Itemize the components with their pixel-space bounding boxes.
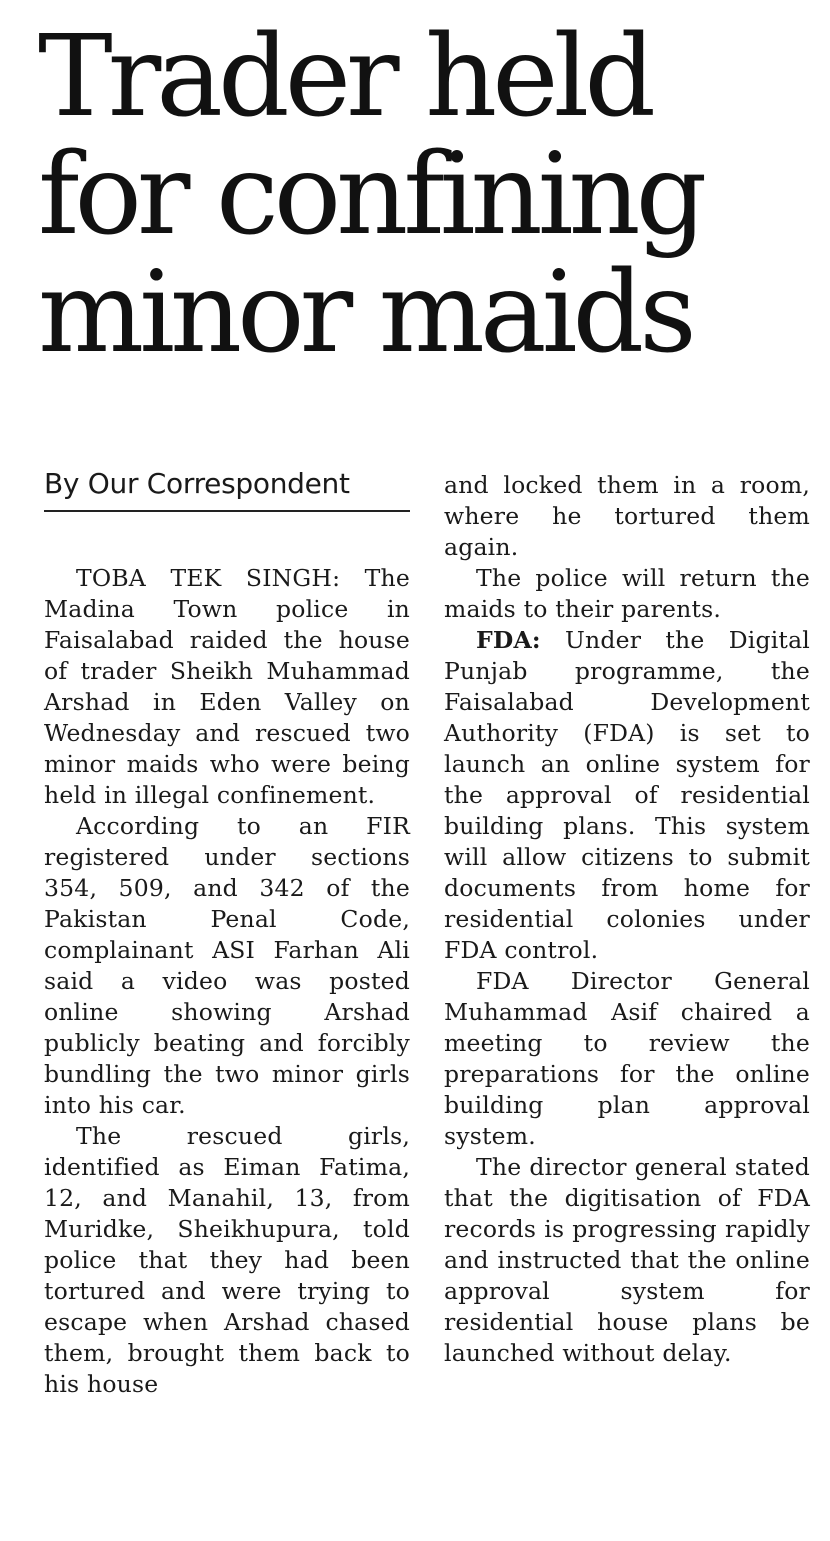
article-paragraph-7: The director general stated that the digitisation of FDA records is progressing rapidly and instructed that the online approval system for residential house plans be launched without delay. [444, 1153, 810, 1367]
byline: By Our Correspondent [44, 467, 350, 500]
article-paragraph-1: TOBA TEK SINGH: The Madina Town police in Faisalabad raided the house of trader Sheikh Muhammad Arshad in Eden Valley on Wednesday and rescued two minor maids who were being held in illegal confinement. [44, 564, 410, 809]
article-paragraph-5-text: Under the Digital Punjab programme, the Faisalabad Development Authority (FDA) is set to launch an online system for the approval of residential building plans. This system will allow citizens to submit documents from home for residential colonies under FDA control. [444, 626, 810, 964]
headline-line-3: minor maids [38, 248, 692, 378]
article-paragraph-6: FDA Director General Muhammad Asif chaired a meeting to review the preparations for the online building plan approval system. [444, 967, 810, 1150]
headline-line-1: Trader held [38, 12, 652, 142]
article-paragraph-3-continued: and locked them in a room, where he tortured them again. [444, 471, 810, 561]
article-column-right [444, 470, 810, 1369]
article-paragraph-5 [444, 625, 810, 966]
headline-line-2: for confining [38, 130, 703, 260]
article-column-left [44, 563, 410, 1400]
article-paragraph-2: According to an FIR registered under sections 354, 509, and 342 of the Pakistan Penal Code, complainant ASI Farhan Ali said a video was posted online showing Arshad publicly beating and forcibly bundling the two minor girls into his car. [44, 812, 410, 1119]
byline-divider [44, 510, 410, 512]
article-paragraph-3: The rescued girls, identified as Eiman Fatima, 12, and Manahil, 13, from Muridke, Sheikhupura, told police that they had been tortured and were trying to escape when Arshad chased them, brought them back to his house [44, 1122, 410, 1398]
article-paragraph-4: The police will return the maids to their parents. [444, 564, 810, 623]
headline [38, 12, 818, 378]
section-lead-fda: FDA: [476, 626, 541, 654]
